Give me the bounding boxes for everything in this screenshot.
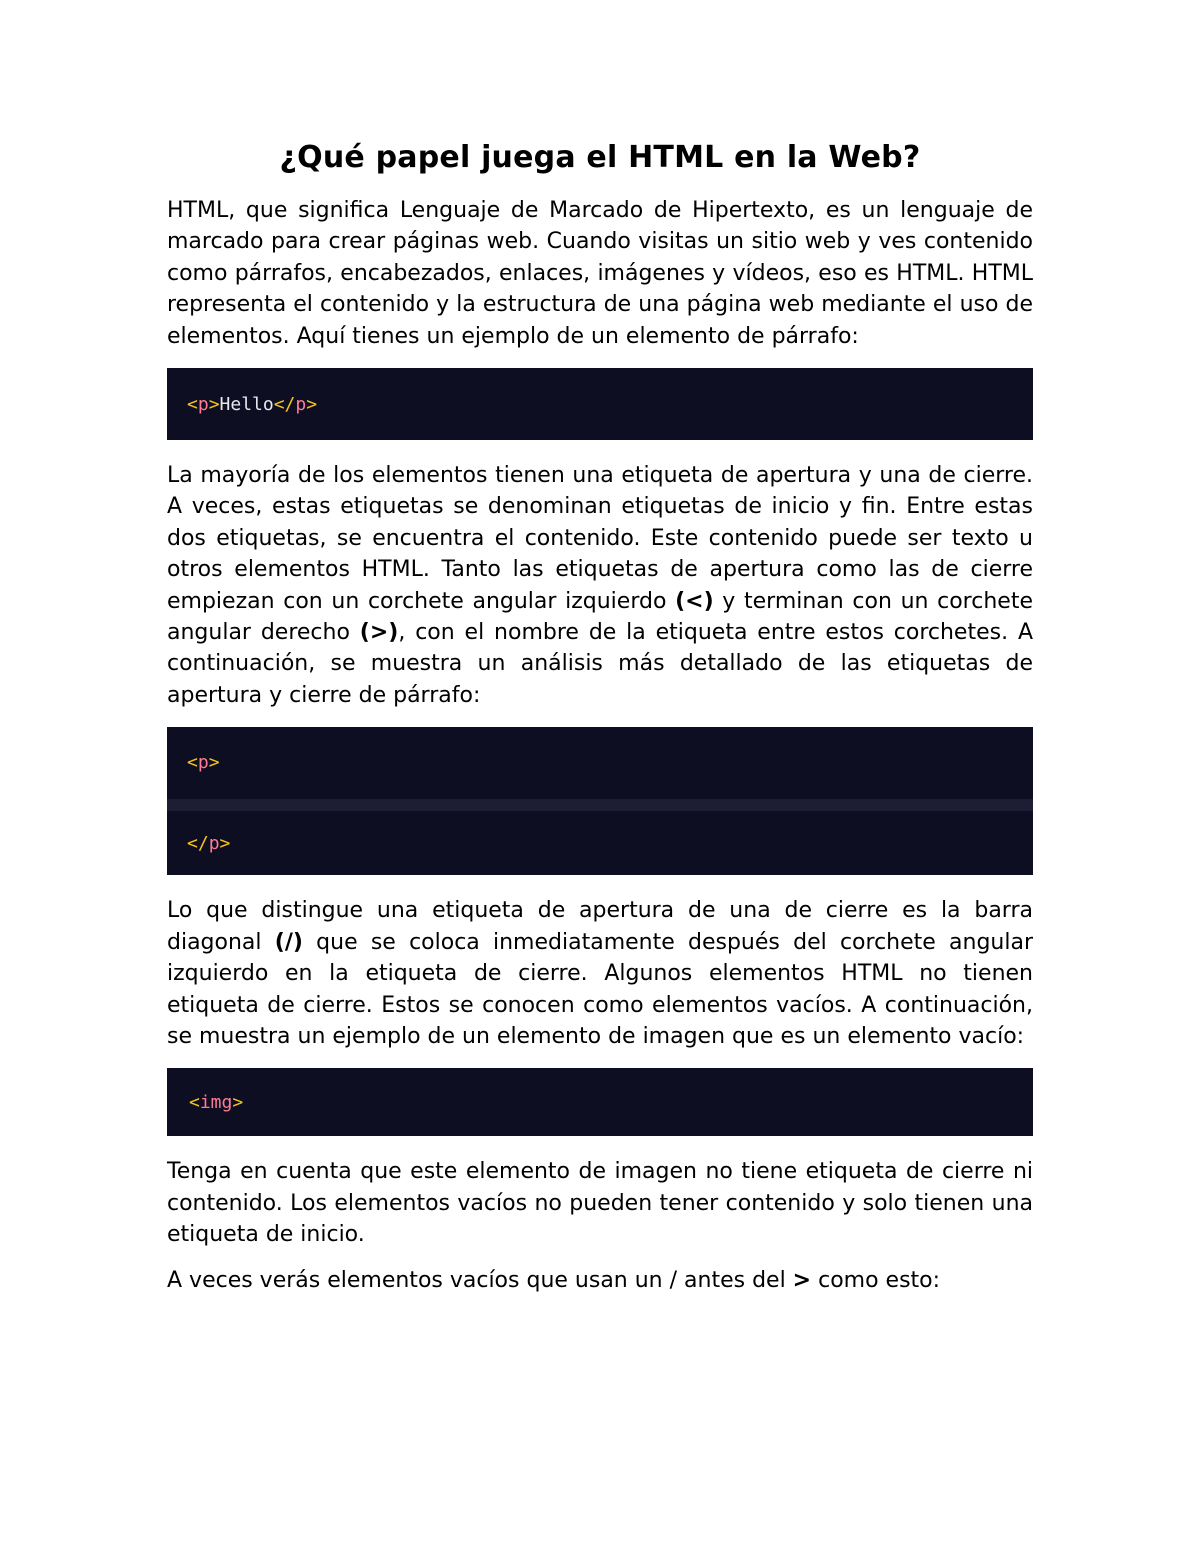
- code-bracket: >: [232, 1091, 244, 1113]
- code-block-img-example: [167, 1068, 1033, 1136]
- code-line-separator: [167, 799, 1033, 811]
- code-line: [167, 811, 1033, 875]
- code-line: [167, 394, 317, 415]
- code-bracket: >: [306, 393, 318, 415]
- code-tag-name: p: [197, 393, 209, 415]
- paragraph-intro: HTML, que significa Lenguaje de Marcado de Hipertexto, es un lenguaje de marcado para crear páginas web. Cuando visitas un sitio web y ves contenido como párrafos, encabezados, enlaces, imágenes y vídeos, eso es HTML. HTML representa el contenido y la estructura de una página web mediante el uso de elementos. Aquí tienes un ejemplo de un elemento de párrafo:: [167, 198, 1033, 349]
- code-block-open-close-tags: [167, 727, 1033, 875]
- code-line: [167, 727, 1033, 799]
- paragraph-tags-explanation: [167, 460, 1033, 711]
- text-span: y terminan con un corchete angular derecho: [167, 588, 1033, 646]
- code-bracket: <: [187, 752, 198, 774]
- text-span: como esto:: [811, 1267, 941, 1293]
- code-bracket: </: [273, 393, 296, 415]
- code-tag-name: p: [295, 393, 307, 415]
- bold-symbol: (/): [274, 929, 303, 955]
- code-bracket: <: [187, 393, 198, 415]
- code-bracket: >: [208, 393, 220, 415]
- code-bracket: >: [208, 752, 220, 774]
- code-line: [167, 1092, 243, 1113]
- page-title: ¿Qué papel juega el HTML en la Web?: [279, 140, 921, 175]
- bold-symbol: >: [792, 1267, 812, 1293]
- text-span: que se coloca inmediatamente después del corchete angular izquierdo en la etiqueta de cierre. Algunos elementos HTML no tienen etiqueta de cierre. Estos se conocen como elementos vacíos. A continuación, se muestra un ejemplo de un elemento de imagen que es un elemento vacío:: [167, 929, 1034, 1049]
- code-tag-name: p: [197, 752, 209, 774]
- text-span: Lo que distingue una etiqueta de apertura de una de cierre es la barra diagonal: [167, 898, 1033, 955]
- code-bracket: <: [189, 1091, 200, 1113]
- text-span: La mayoría de los elementos tienen una etiqueta de apertura y una de cierre. A veces, estas etiquetas se denominan etiquetas de inicio y fin. Entre estas dos etiquetas, se encuentra el contenido. Este contenido puede ser texto u otros elementos HTML. Tanto las etiquetas de apertura como las de cierre empiezan con un corchete angular izquierdo: [167, 463, 1033, 614]
- code-tag-name: p: [208, 833, 220, 855]
- code-content: Hello: [219, 393, 274, 415]
- bold-symbol: (>): [359, 620, 399, 646]
- code-bracket: >: [219, 833, 231, 855]
- code-bracket: </: [187, 833, 209, 855]
- paragraph-self-closing: [167, 1265, 1033, 1296]
- code-tag-name: img: [199, 1091, 233, 1113]
- text-span: , con el nombre de la etiqueta entre estos corchetes. A continuación, se muestra un análisis más detallado de las etiquetas de apertura y cierre de párrafo:: [167, 620, 1033, 708]
- paragraph-void-elements: [167, 895, 1033, 1052]
- text-span: A veces verás elementos vacíos que usan un / antes del: [167, 1267, 793, 1293]
- code-block-paragraph-example: [167, 368, 1033, 440]
- document-page: [167, 140, 1033, 1296]
- bold-symbol: (<): [675, 588, 714, 614]
- paragraph-img-note: Tenga en cuenta que este elemento de imagen no tiene etiqueta de cierre ni contenido. Los elementos vacíos no pueden tener contenido y solo tienen una etiqueta de inicio.: [167, 1159, 1033, 1248]
